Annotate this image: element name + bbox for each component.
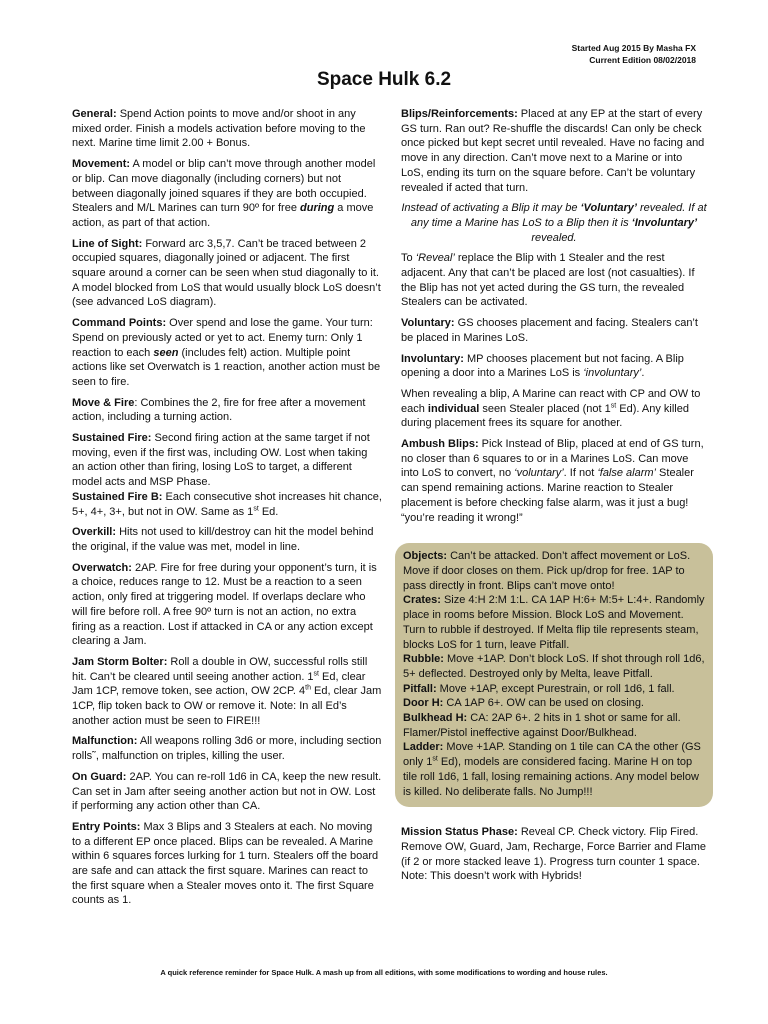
section-reveal: To ‘Reveal’ replace the Blip with 1 Stealer and the rest adjacent. Any that can’t be placed are lost (not casualties). If the Blip has not yet acted during the GS turn, the revealed Stealers can be activated.	[401, 252, 695, 309]
section-malfunction: Malfunction: All weapons rolling 3d6 or more, including section rolls˜, malfunction on triples, killing the user.	[72, 735, 382, 763]
section-command-points: Command Points: Over spend and lose the game. Your turn: Spend on previously acted or yet to act. Enemy turn: Only 1 reaction to each seen (includes felt) action. Multiple point actions like set Overwatch is 1 reaction, another action must be seen to fire.	[72, 317, 381, 388]
section-entry-points: Entry Points: Max 3 Blips and 3 Stealers at each. No moving to a different EP once placed. Blips can be revealed. A Marine within 6 squares forces lurking for 1 turn. Stealers off the board are safe and can attack the first square. Marines can react to the first square when a Stealer moves onto it. The first Square counts as 1.	[72, 820, 379, 907]
page-title: Space Hulk 6.2	[316, 69, 452, 90]
section-ladder: Ladder: Move +1AP. Standing on 1 tile can CA the other (GS only 1st Ed), models are considered facing. Marine H on top tile roll 1d6, 1 fall, losing remaining actions. Any model below is killed. No deliberate falls. No Jump!!!	[403, 741, 701, 798]
section-overwatch: Overwatch: 2AP. Fire for free during your opponent’s turn, it is a choice, reduces range to 12. Must be a reaction to a seen action, only fired at triggering model. If overlaps declare who will fire before roll. A free 90º turn is not an action, no extra firing as a reaction. Lost if attacked in CA or any action except clearing a Jam.	[72, 561, 377, 648]
section-involuntary: Involuntary: MP chooses placement but not facing. A Blip opening a door into a Marines LoS is ‘involuntary’.	[401, 352, 684, 380]
section-move-fire: Move & Fire: Combines the 2, fire for free after a movement action, including a turning action.	[72, 396, 366, 424]
started-line: Started Aug 2015 By Masha FX	[571, 43, 696, 53]
section-jam-storm-bolter: Jam Storm Bolter: Roll a double in OW, successful rolls still hit. Can’t be cleared until seeing another action. 1st Ed, clear Jam 1CP, remove token, see action, OW 2CP. 4th Ed, clear Jam 1CP, flip token back to OW or remove it. Note: In all Ed’s another action must be seen to FIRE!!!	[72, 655, 382, 727]
section-door: Door H: CA 1AP 6+. OW can be used on closing.	[403, 697, 644, 710]
section-on-guard: On Guard: 2AP. You can re-roll 1d6 in CA, keep the new result. Can set in Jam after seeing another action but not in OW. Lost if performing any action other than CA.	[72, 770, 382, 813]
left-column	[72, 107, 382, 914]
section-blips: Blips/Reinforcements: Placed at any EP at the start of every GS turn. Ran out? Re-shuffle the discards! Can only be check once picked but kept secret until revealed. Have no facing and move in any direction. Can’t move next to a Marine or into LoS, ending its turn on the square before. Can’t be voluntary revealed if acted that turn.	[401, 108, 705, 194]
right-column	[401, 107, 707, 890]
section-objects: Objects: Can’t be attacked. Don’t affect movement or LoS. Move if door closes on them. Pick up/drop for free. 1AP to pass directly in front. Blips can’t move onto!	[403, 550, 691, 592]
footer-note: A quick reference reminder for Space Hulk. A mash up from all editions, with some modifications to wording and house rules.	[160, 968, 608, 977]
section-overkill: Overkill: Hits not used to kill/destroy can hit the model behind the original, if the value was met, model in line.	[72, 526, 374, 553]
section-mission-status: Mission Status Phase: Reveal CP. Check victory. Flip Fired. Remove OW, Guard, Jam, Recharge, Force Barrier and Flame (if 2 or more stacked leave 1). Progress turn counter 1 space. Note: This doesn’t work with Hybrids!	[401, 826, 707, 883]
section-when-revealing: When revealing a blip, A Marine can react with CP and OW to each individual seen Stealer placed (not 1st Ed). Any killed during placement frees its square for another.	[401, 387, 701, 430]
section-pitfall: Pitfall: Move +1AP, except Purestrain, or roll 1d6, 1 fall.	[403, 682, 675, 695]
section-movement: Movement: A model or blip can’t move through another model or blip. Can move diagonally (including corners) but not between diagonally joined squares if they are both occupied. Stealers and M/L Marines can turn 90º for free during a move action, as part of that action.	[72, 158, 376, 229]
section-ambush-blips: Ambush Blips: Pick Instead of Blip, placed at end of GS turn, no closer than 6 squares to or in a Marines LoS. Can move into LoS to convert, no ‘voluntary’. If not ‘false alarm’ Stealer can spend remaining actions. Marine reaction to Stealer placement is before checking false alarm, was it just a bug! “you’re reading it wrong!”	[401, 438, 704, 524]
edition-line: Current Edition 08/02/2018	[589, 55, 696, 65]
section-line-of-sight: Line of Sight: Forward arc 3,5,7. Can’t be traced between 2 occupied squares, diagonally joined or adjacent. The first square around a corner can be seen when stud diagonally to it. A model blocked from LoS that would usually block LoS doesn’t (see advanced LoS diagram).	[72, 237, 381, 309]
section-rubble: Rubble: Move +1AP. Don’t block LoS. If shot through roll 1d6, 5+ deflected. Destroyed only by Melta, leave Pitfall.	[403, 653, 705, 680]
section-sustained-fire-b: Sustained Fire B: Each consecutive shot increases hit chance, 5+, 4+, 3+, but not in OW. Same as 1st Ed.	[72, 490, 382, 518]
section-bulkhead: Bulkhead H: CA: 2AP 6+. 2 hits in 1 shot or same for all. Flamer/Pistol ineffective against Door/Bulkhead.	[403, 712, 681, 739]
section-general: General: Spend Action points to move and/or shoot in any mixed order. Finish a models activation before moving to the next. Marine time limit 2.00 + Bonus.	[72, 108, 366, 150]
objects-box	[395, 543, 713, 807]
section-sustained-fire: Sustained Fire: Second firing action at the same target if not moving, even if the first was, including OW. Lost when taking an action other than firing, losing LoS to target, a different model acts and MSP Phase.	[72, 432, 370, 489]
section-voluntary: Voluntary: GS chooses placement and facing. Stealers can’t be placed in Marines LoS.	[401, 317, 698, 344]
edition-info	[572, 42, 696, 66]
section-instead-of-blip: Instead of activating a Blip it may be ‘Voluntary’ revealed. If at any time a Marine has LoS to a Blip then it is ‘Involuntary’ revealed.	[401, 202, 707, 244]
section-crates: Crates: Size 4:H 2:M 1:L. CA 1AP H:6+ M:5+ L:4+. Randomly place in rooms before Mission. Block LoS and Movement. Turn to rubble if destroyed. If Melta flip tile represents steam, blocks LoS for 1 turn, leave Pitfall.	[403, 594, 705, 651]
